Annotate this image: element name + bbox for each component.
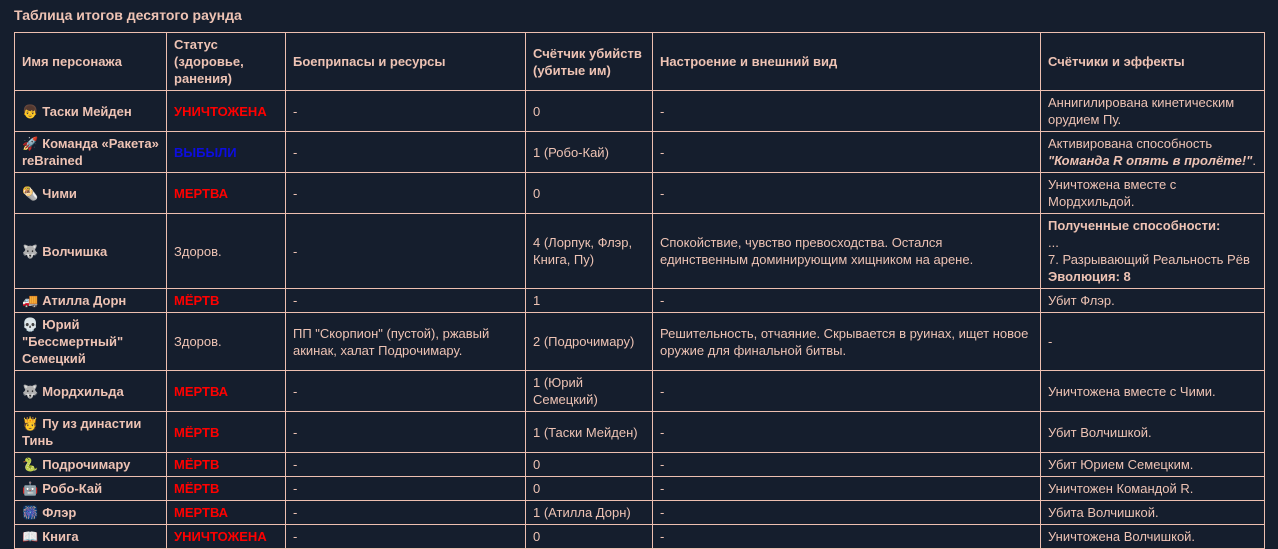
- status-cell: [167, 501, 286, 525]
- effects-text: "Команда R опять в пролёте!": [1048, 153, 1253, 168]
- effects-cell: [1041, 453, 1265, 477]
- character-name-cell: [15, 412, 167, 453]
- status-cell: [167, 453, 286, 477]
- rocket-emoji: 🚀: [22, 136, 39, 151]
- table-row: [15, 477, 1265, 501]
- ammo-cell: -: [286, 173, 526, 214]
- status-cell: [167, 289, 286, 313]
- person-with-crown-emoji: 🫅: [22, 416, 39, 431]
- status-text: УНИЧТОЖЕНА: [174, 529, 267, 544]
- kill-counter-cell: 1 (Юрий Семецкий): [526, 371, 653, 412]
- table-row: [15, 289, 1265, 313]
- effects-text: Уничтожен Командой R.: [1048, 481, 1194, 496]
- status-cell: [167, 477, 286, 501]
- robot-emoji: 🤖: [22, 481, 39, 496]
- ammo-cell: -: [286, 289, 526, 313]
- character-name: Волчишка: [42, 243, 108, 259]
- character-name-cell: [15, 525, 167, 549]
- table-row: [15, 412, 1265, 453]
- mood-cell: -: [653, 453, 1041, 477]
- column-header-status: Статус (здоровье, ранения): [167, 33, 286, 91]
- effects-cell: [1041, 371, 1265, 412]
- mood-cell: -: [653, 501, 1041, 525]
- ammo-cell: -: [286, 453, 526, 477]
- effects-text: .: [1252, 153, 1256, 168]
- kill-counter-cell: 1 (Таски Мейден): [526, 412, 653, 453]
- mood-cell: -: [653, 173, 1041, 214]
- effects-text: Уничтожена Волчишкой.: [1048, 529, 1196, 544]
- mood-cell: -: [653, 412, 1041, 453]
- status-text: МЕРТВА: [174, 185, 229, 201]
- fireworks-emoji: 🎆: [22, 505, 39, 520]
- page-title: Таблица итогов десятого раунда: [14, 7, 242, 23]
- status-cell: [167, 371, 286, 412]
- status-text: УНИЧТОЖЕНА: [174, 103, 267, 119]
- character-name: Атилла Дорн: [42, 293, 127, 308]
- character-name-cell: [15, 453, 167, 477]
- character-name: Юрий "Бессмертный" Семецкий: [22, 317, 124, 366]
- status-cell: [167, 313, 286, 371]
- kill-counter-cell: 0: [526, 477, 653, 501]
- effects-cell: [1041, 173, 1265, 214]
- character-name: Таски Мейден: [42, 103, 132, 119]
- character-name-cell: [15, 91, 167, 132]
- effects-cell: [1041, 525, 1265, 549]
- mood-cell: Спокойствие, чувство превосходства. Остался единственным доминирующим хищником на арене.: [653, 214, 1041, 289]
- column-header-ammo: Боеприпасы и ресурсы: [286, 33, 526, 91]
- status-text: МЁРТВ: [174, 457, 220, 472]
- character-name: Чими: [42, 185, 77, 201]
- status-text: Здоров.: [174, 243, 222, 259]
- effects-cell: [1041, 412, 1265, 453]
- column-header-mood: Настроение и внешний вид: [653, 33, 1041, 91]
- effects-text: Уничтожена вместе с Чими.: [1048, 383, 1216, 399]
- effects-text: -: [1048, 334, 1053, 349]
- status-text: МЕРТВА: [174, 383, 229, 399]
- status-cell: [167, 525, 286, 549]
- mood-cell: Решительность, отчаяние. Скрывается в руинах, ищет новое оружие для финальной битвы.: [653, 313, 1041, 371]
- character-name: Робо-Кай: [42, 481, 103, 496]
- effects-text: Активирована способность: [1048, 136, 1213, 151]
- mood-cell: -: [653, 371, 1041, 412]
- table-row: [15, 132, 1265, 173]
- kill-counter-cell: 1 (Атилла Дорн): [526, 501, 653, 525]
- kill-counter-cell: 1: [526, 289, 653, 313]
- character-name-cell: [15, 477, 167, 501]
- column-header-kills: Счётчик убийств (убитые им): [526, 33, 653, 91]
- mood-cell: -: [653, 91, 1041, 132]
- effects-cell: [1041, 289, 1265, 313]
- status-cell: [167, 214, 286, 289]
- effects-text: ...: [1048, 235, 1059, 250]
- character-name: Книга: [42, 529, 79, 544]
- mood-cell: -: [653, 132, 1041, 173]
- character-name-cell: [15, 289, 167, 313]
- character-name-cell: [15, 501, 167, 525]
- ammo-cell: ПП "Скорпион" (пустой), ржавый акинак, халат Подрочимару.: [286, 313, 526, 371]
- open-book-emoji: 📖: [22, 529, 39, 544]
- table-row: [15, 173, 1265, 214]
- character-name-cell: [15, 371, 167, 412]
- kill-counter-cell: 2 (Подрочимару): [526, 313, 653, 371]
- character-name-cell: [15, 313, 167, 371]
- skull-emoji: 💀: [22, 317, 39, 332]
- table-row: [15, 453, 1265, 477]
- status-text: МЁРТВ: [174, 481, 220, 496]
- effects-text: Полученные способности:: [1048, 218, 1221, 233]
- table-row: [15, 313, 1265, 371]
- character-name: Команда «Ракета» reBrained: [22, 136, 159, 168]
- kill-counter-cell: 0: [526, 525, 653, 549]
- effects-text: Уничтожена вместе с Мордхильдой.: [1048, 177, 1177, 209]
- effects-text: Убит Волчишкой.: [1048, 424, 1152, 440]
- ammo-cell: -: [286, 214, 526, 289]
- table-row: [15, 501, 1265, 525]
- ammo-cell: -: [286, 477, 526, 501]
- ammo-cell: -: [286, 91, 526, 132]
- results-table: [14, 32, 1265, 549]
- effects-cell: [1041, 477, 1265, 501]
- wolf-emoji: 🐺: [22, 243, 39, 259]
- character-name: Пу из династии Тинь: [22, 416, 142, 448]
- status-text: МЕРТВА: [174, 505, 229, 520]
- effects-text: 7. Разрывающий Реальность Рёв: [1048, 252, 1250, 267]
- table-row: [15, 371, 1265, 412]
- character-name: Подрочимару: [42, 457, 131, 472]
- character-name: Мордхильда: [42, 383, 124, 399]
- ammo-cell: -: [286, 132, 526, 173]
- ammo-cell: -: [286, 412, 526, 453]
- effects-text: Эволюция: 8: [1048, 269, 1131, 284]
- column-header-effects: Счётчики и эффекты: [1041, 33, 1265, 91]
- effects-text: Убит Юрием Семецким.: [1048, 457, 1194, 472]
- character-name: Флэр: [42, 505, 77, 520]
- status-text: Здоров.: [174, 334, 222, 349]
- results-table-body: [15, 91, 1265, 549]
- column-header-name: Имя персонажа: [15, 33, 167, 91]
- character-name-cell: [15, 214, 167, 289]
- kill-counter-cell: 0: [526, 91, 653, 132]
- status-text: МЁРТВ: [174, 293, 220, 308]
- truck-emoji: 🚚: [22, 293, 39, 308]
- status-out-link[interactable]: ВЫБЫЛИ: [174, 144, 237, 160]
- status-cell: [167, 132, 286, 173]
- mood-cell: -: [653, 477, 1041, 501]
- kill-counter-cell: 0: [526, 173, 653, 214]
- burrito-emoji: 🌯: [22, 185, 39, 201]
- effects-cell: [1041, 214, 1265, 289]
- effects-cell: [1041, 91, 1265, 132]
- table-row: [15, 525, 1265, 549]
- effects-cell: [1041, 132, 1265, 173]
- snake-emoji: 🐍: [22, 457, 39, 472]
- ammo-cell: -: [286, 501, 526, 525]
- ammo-cell: -: [286, 371, 526, 412]
- effects-text: Убита Волчишкой.: [1048, 505, 1159, 520]
- mood-cell: -: [653, 289, 1041, 313]
- kill-counter-cell: 4 (Лорпук, Флэр, Книга, Пу): [526, 214, 653, 289]
- kill-counter-cell: 1 (Робо-Кай): [526, 132, 653, 173]
- effects-text: Аннигилирована кинетическим орудием Пу.: [1048, 95, 1235, 127]
- status-cell: [167, 173, 286, 214]
- effects-cell: [1041, 313, 1265, 371]
- table-header-row: [15, 33, 1265, 91]
- boy-face-emoji: 👦: [22, 103, 39, 119]
- table-row: [15, 214, 1265, 289]
- ammo-cell: -: [286, 525, 526, 549]
- status-cell: [167, 91, 286, 132]
- effects-cell: [1041, 501, 1265, 525]
- wolf-emoji: 🐺: [22, 383, 39, 399]
- mood-cell: -: [653, 525, 1041, 549]
- status-text: МЁРТВ: [174, 424, 220, 440]
- status-cell: [167, 412, 286, 453]
- character-name-cell: [15, 132, 167, 173]
- effects-text: Убит Флэр.: [1048, 293, 1115, 308]
- character-name-cell: [15, 173, 167, 214]
- kill-counter-cell: 0: [526, 453, 653, 477]
- round-results-page: [14, 7, 1264, 549]
- table-row: [15, 91, 1265, 132]
